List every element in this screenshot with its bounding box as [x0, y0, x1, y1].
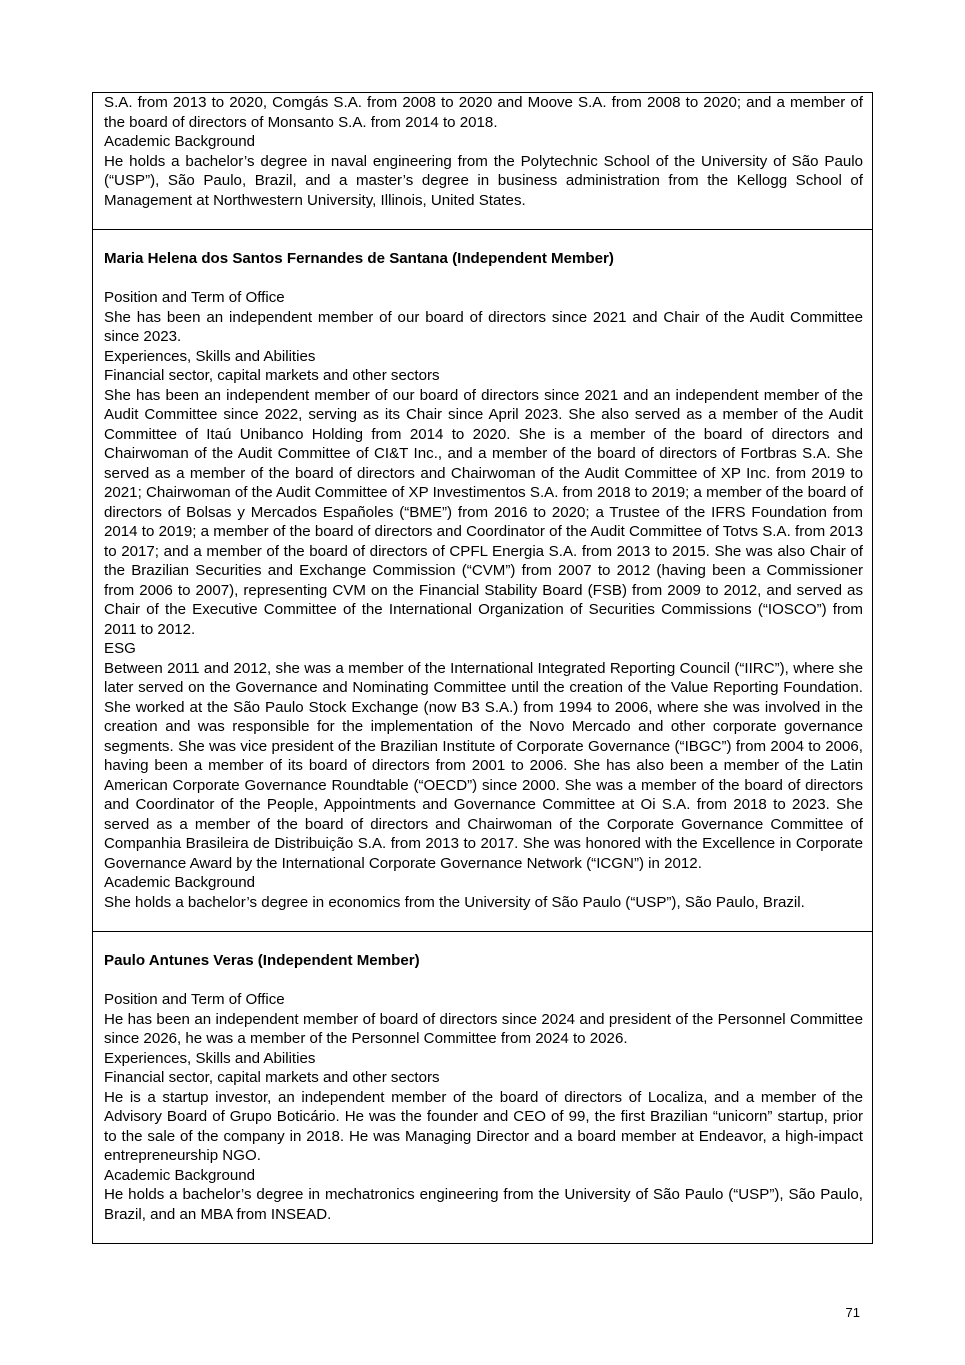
section-label: Academic Background — [104, 874, 256, 891]
paragraph: Between 2011 and 2012, she was a member of the International Integrated Reporting Council (“IIRC”), where she later served on the Governance and Nominating Committee until the creation of the Value Reporting Foundation. She worked at the São Paulo Stock Exchange (now B3 S.A.) from 1994 to 2006, where she was involved in the creation and was responsible for the implementation of the Novo Mercado and other corporate governance segments. She was vice president of the Brazilian Institute of Corporate Governance (“IBGC”) from 2004 to 2006, having been a member of its board of directors from 2001 to 2006. She has also been a member of the Latin American Corporate Governance Roundtable (“OECD”) since 2000. She was a member of the board of directors and Coordinator of the People, Appointments and Governance Committee at Oi S.A. from 2018 to 2023. She served as a member of the board of directors and Chairwoman of the Corporate Governance Committee of Companhia Brasileira de Distribuição S.A. from 2013 to 2017. She was honored with the Excellence in Corporate Governance Award by the International Corporate Governance Network (“ICGN”) in 2012. — [104, 659, 863, 872]
section-label: ESG — [104, 640, 136, 657]
section-label: Experiences, Skills and Abilities — [104, 1049, 316, 1067]
section-label: Financial sector, capital markets and other sectors — [104, 367, 440, 384]
biography-cell-santana — [93, 229, 872, 931]
paragraph: He is a startup investor, an independent member of the board of directors of Localiza, and a member of the Advisory Board of Grupo Boticário. He was the founder and CEO of 99, the first Brazilian “unicorn” startup, prior to the sale of the company in 2018. He was Managing Director and a board member at Endeavor, a high-impact entrepreneurship NGO. — [104, 1088, 863, 1164]
section-label: Academic Background — [104, 1166, 256, 1184]
member-name-heading: Maria Helena dos Santos Fernandes de Santana (Independent Member) — [104, 250, 614, 267]
section-label: Position and Term of Office — [104, 991, 285, 1008]
paragraph: She has been an independent member of our board of directors since 2021 and Chair of the Audit Committee since 2023. — [104, 308, 863, 345]
paragraph: He holds a bachelor’s degree in mechatronics engineering from the University of São Paulo (“USP”), São Paulo, Brazil, and an MBA from INSEAD. — [104, 1186, 863, 1223]
paragraph: She holds a bachelor’s degree in economics from the University of São Paulo (“USP”), São Paulo, Brazil. — [104, 893, 805, 911]
member-name-heading: Paulo Antunes Veras (Independent Member) — [104, 952, 420, 969]
biography-cell-continued — [93, 93, 872, 229]
biography-cell-veras — [93, 931, 872, 1243]
paragraph: He holds a bachelor’s degree in naval engineering from the Polytechnic School of the University of São Paulo (“USP”), São Paulo, Brazil, and a master’s degree in business administration from the Kellogg School of Management at Northwestern University, Illinois, United States. — [104, 152, 863, 209]
paragraph: S.A. from 2013 to 2020, Comgás S.A. from 2008 to 2020 and Moove S.A. from 2008 to 2020; and a member of the board of directors of Monsanto S.A. from 2014 to 2018. — [104, 94, 863, 131]
biography-table — [92, 92, 873, 1244]
section-label: Financial sector, capital markets and other sectors — [104, 1069, 440, 1086]
section-label: Position and Term of Office — [104, 289, 285, 306]
paragraph: She has been an independent member of our board of directors since 2021 and an independent member of the Audit Committee since 2022, serving as its Chair since April 2023. She also served as a member of the Audit Committee of Itaú Unibanco Holding from 2014 to 2020. She is a member of the board of directors and Chairwoman of the Audit Committee of CI&T Inc., and a member of the board of directors of Fortbras S.A. She served as a member of the board of directors and Chairwoman of the Audit Committee of XP Inc. from 2019 to 2021; Chairwoman of the Audit Committee of XP Investimentos S.A. from 2018 to 2019; a member of the board of directors of Bolsas y Mercados Españoles (“BME”) from 2016 to 2020; a Trustee of the IFRS Foundation from 2014 to 2019; a member of the board of directors and Coordinator of the Audit Committee of Totvs S.A. from 2013 to 2017; and a member of the board of directors of CPFL Energia S.A. from 2013 to 2015. She was also Chair of the Brazilian Securities and Exchange Commission (“CVM”) from 2007 to 2012 (having been a Commissioner from 2006 to 2007), representing CVM on the Financial Stability Board (FSB) from 2009 to 2012, and served as Chair of the Executive Committee of the International Organization of Securities Commissions (“IOSCO”) from 2011 to 2012. — [104, 386, 864, 638]
paragraph: He has been an independent member of board of directors since 2024 and president of the Personnel Committee since 2026, he was a member of the Personnel Committee from 2024 to 2026. — [104, 1010, 863, 1047]
page-number: 71 — [845, 1305, 860, 1320]
section-label: Academic Background — [104, 133, 256, 150]
section-label: Experiences, Skills and Abilities — [104, 347, 316, 365]
